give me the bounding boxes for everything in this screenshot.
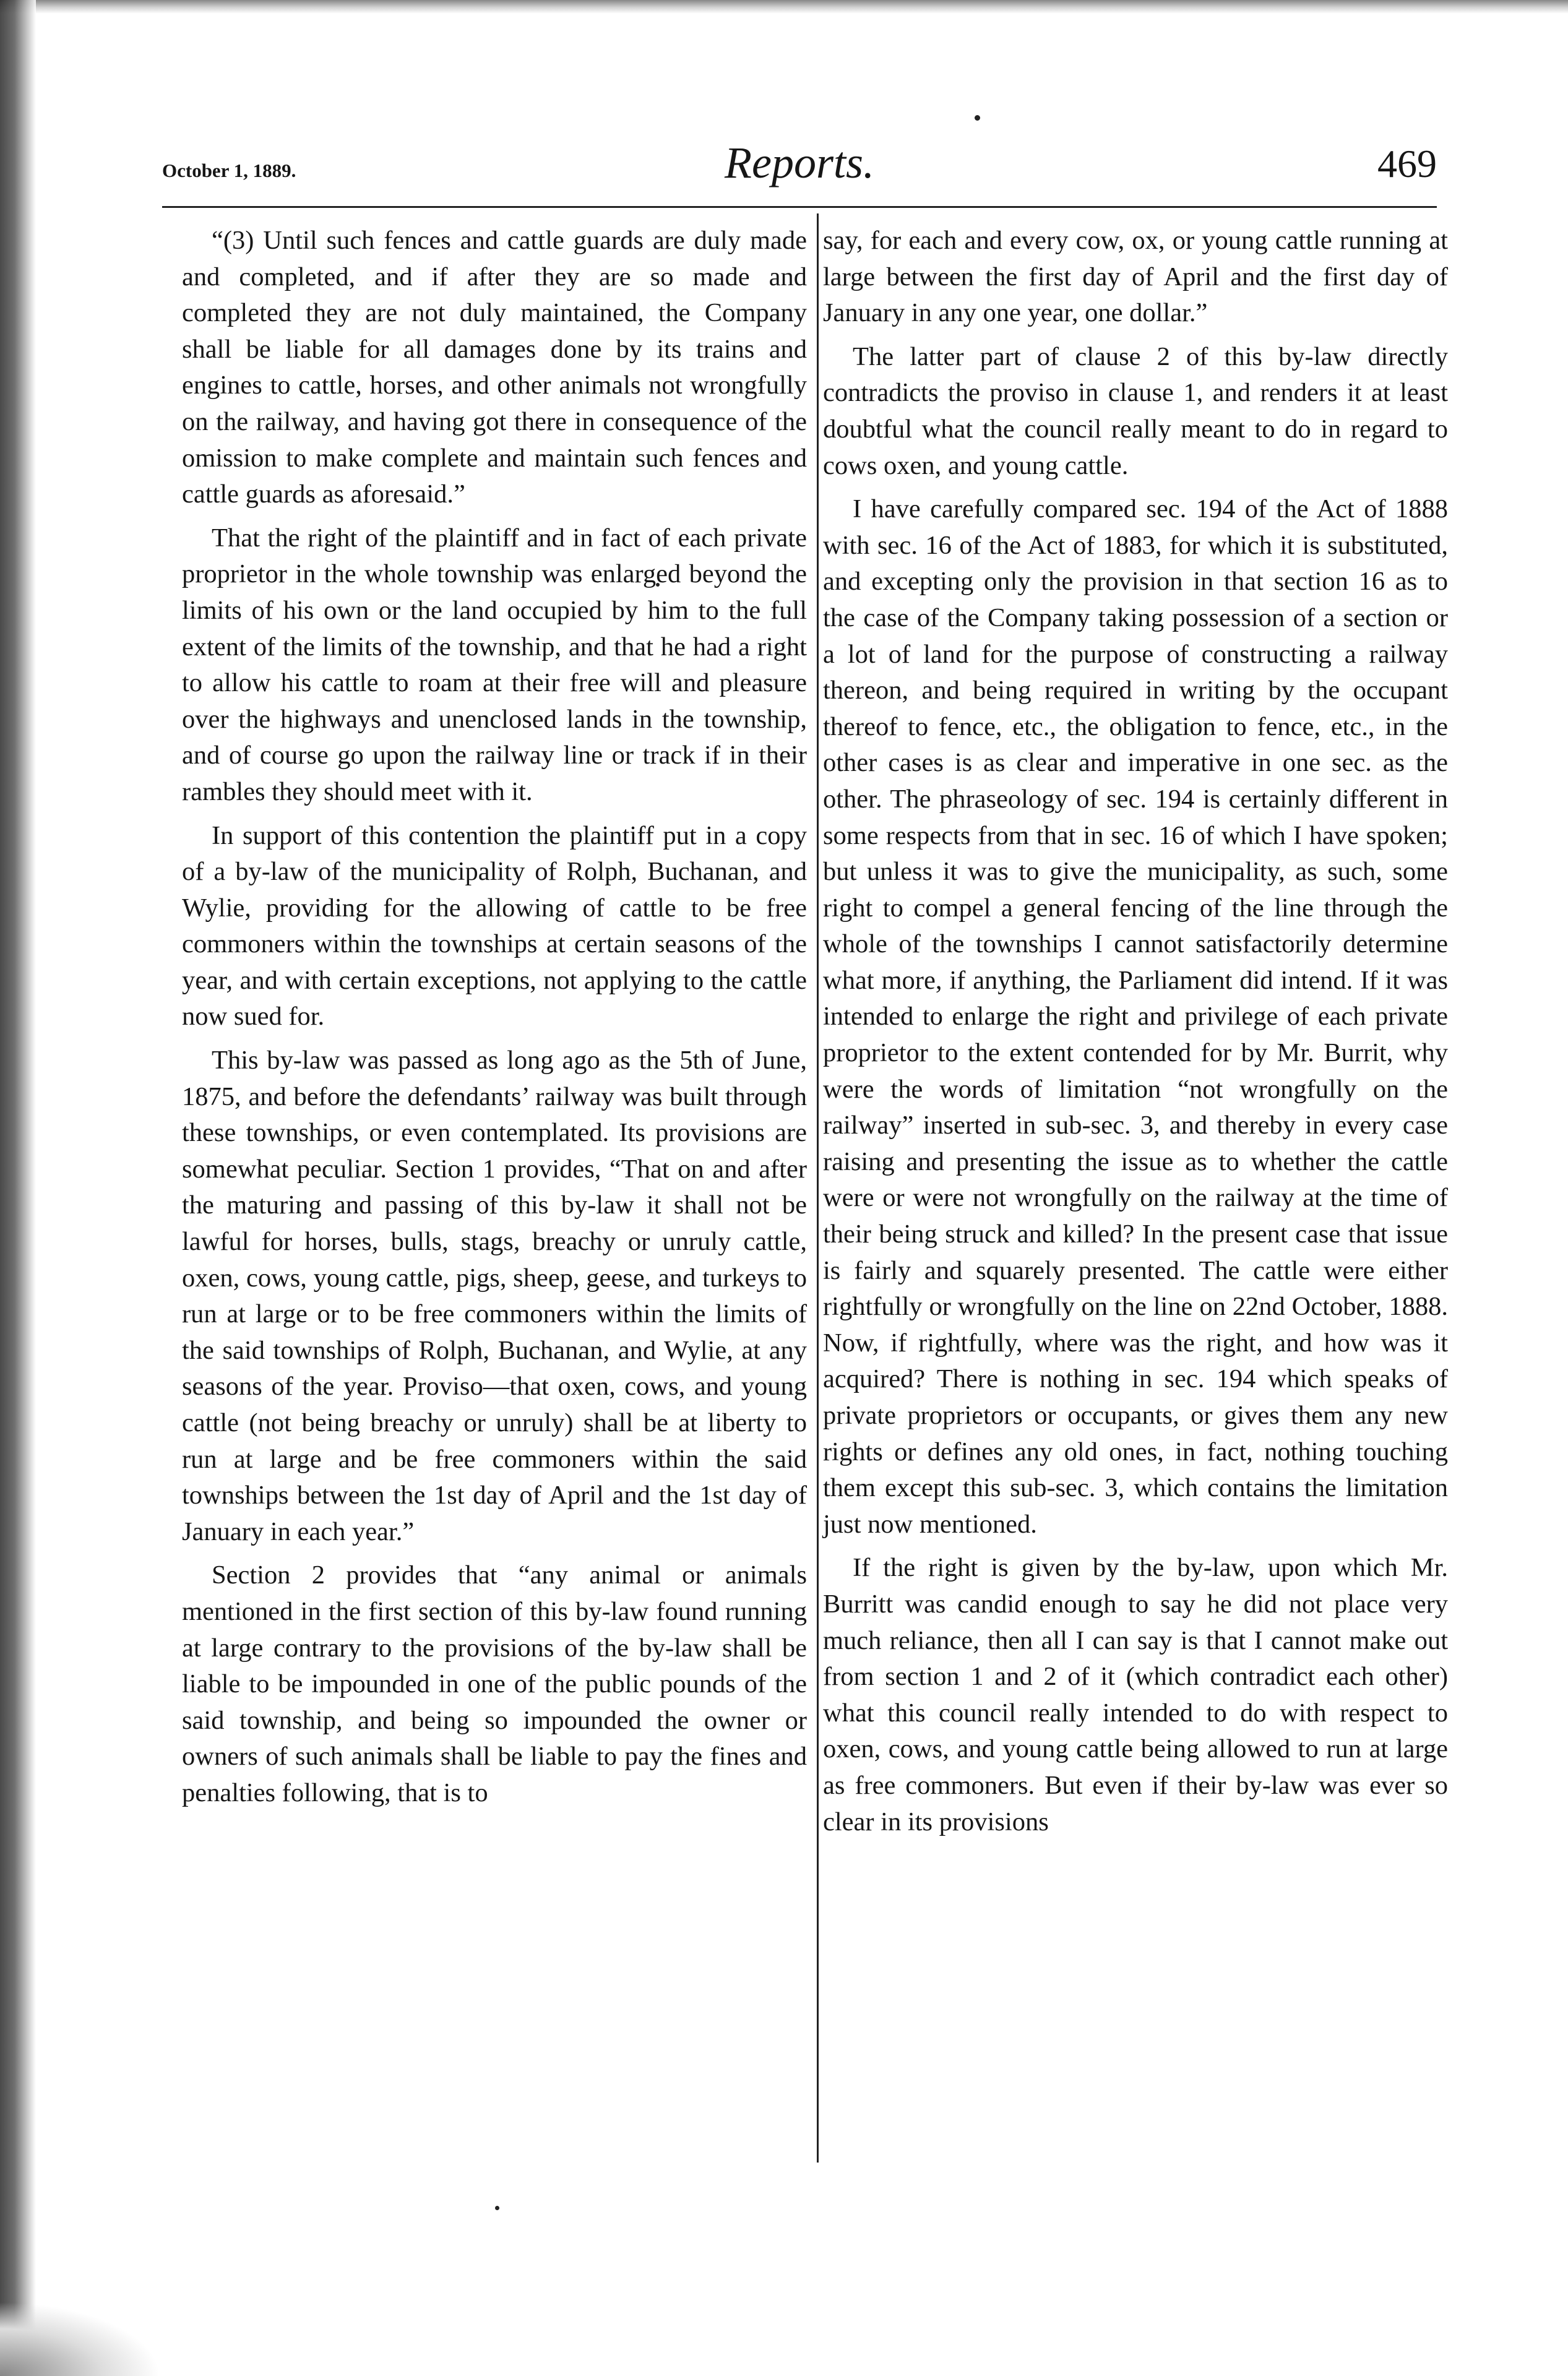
paragraph: That the right of the plaintiff and in fact of each private proprietor in the whole township was enlarged beyond the limits of his own or the land occupied by him to the full extent of the limits of the township, and that he had a right to allow his cattle to roam at their free will and pleasure over the highways and unenclosed lands in the township, and of course go upon the railway line or track if in their rambles they should meet with it.	[182, 523, 807, 806]
header-rule	[162, 206, 1437, 208]
paragraph: “(3) Until such fences and cattle guards are duly made and completed, and if after they are so made and completed they are not duly maintained, the Company shall be liable for all damages done by its trains and engines to cattle, horses, and other animals not wrongfully on the railway, and having got there in consequence of the omission to make complete and maintain such fences and cattle guards as aforesaid.”	[182, 226, 807, 509]
scan-shadow-bottom	[0, 2302, 161, 2376]
paragraph: This by-law was passed as long ago as the 5th of June, 1875, and before the defendants’ railway was built through these townships, or even contemplated. Its provisions are somewhat peculiar. Section 1 provides, “That on and after the maturing and passing of this by-law it shall not be lawful for horses, bulls, stags, breachy or unruly cattle, oxen, cows, young cattle, pigs, sheep, geese, and turkeys to run at large or to be free commoners within the limits of the said townships of Rolph, Buchanan, and Wylie, at any seasons of the year. Proviso—that oxen, cows, and young cattle (not being breachy or unruly) shall be at liberty to run at large and be free commoners within the said townships between the 1st day of April and the 1st day of January in each year.”	[182, 1046, 807, 1546]
paragraph-continued: say, for each and every cow, ox, or young cattle running at large between the first day of April and the first day of January in any one year, one dollar.”	[823, 226, 1448, 328]
ink-speck	[495, 2206, 499, 2210]
paragraph: I have carefully compared sec. 194 of the Act of 1888 with sec. 16 of the Act of 1883, for which it is substituted, and excepting only the provision in that section 16 as to the case of the Company taking possession of a section or a lot of land for the purpose of constructing a railway thereon, and being required in writing by the occupant thereof to fence, etc., the obligation to fence, etc., in the other cases is as clear and imperative in one sec. as the other. The phraseology of sec. 194 is certainly different in some respects from that in sec. 16 of which I have spoken; but unless it was to give the municipality, as such, some right to compel a general fencing of the line through the whole of the townships I cannot satisfactorily determine what more, if anything, the Parliament did intend. If it was intended to enlarge the right and privilege of each private proprietor to the extent contended for by Mr. Burrit, why were the words of limitation “not wrongfully on the railway” inserted in sub-sec. 3, and thereby in every case raising and presenting the issue as to whether the cattle were or were not wrongfully on the railway at the time of their being struck and killed? In the present case that issue is fairly and squarely presented. The cattle were either rightfully or wrongfully on the line on 22nd October, 1888. Now, if rightfully, where was the right, and how was it acquired? There is nothing in sec. 194 which speaks of private proprietors or occupants, or gives them any new rights or defines any old ones, in fact, nothing touching them except this sub-sec. 3, which contains the limitation just now mentioned.	[823, 494, 1448, 1539]
page-number: 469	[1377, 142, 1437, 186]
paragraph: In support of this contention the plaintiff put in a copy of a by-law of the municipality of Rolph, Buchanan, and Wylie, providing for the allowing of cattle to be free commoners within the townships at certain seasons of the year, and with certain exceptions, not applying to the cattle now sued for.	[182, 820, 807, 1031]
page-header	[162, 137, 1437, 205]
paragraph: If the right is given by the by-law, upon which Mr. Burritt was candid enough to say he did not place very much reliance, then all I can say is that I cannot make out from section 1 and 2 of it (which contradict each other) what this council really intended to do with respect to oxen, cows, and young cattle being allowed to run at large as free commoners. But even if their by-law was ever so clear in its provisions	[823, 1553, 1448, 1836]
scan-shadow-top	[0, 0, 1568, 14]
issue-date: October 1, 1889.	[162, 160, 296, 181]
paragraph: Section 2 provides that “any animal or animals mentioned in the first section of this by-law found running at large contrary to the provisions of the by-law shall be liable to be impounded in one of the public pounds of the said township, and being so impounded the owner or owners of such animals shall be liable to pay the fines and penalties following, that is to	[182, 1560, 807, 1807]
left-column	[182, 223, 807, 1819]
scan-shadow-left	[0, 0, 36, 2376]
column-divider	[817, 213, 819, 2163]
right-column	[823, 223, 1448, 1848]
paragraph: The latter part of clause 2 of this by-law directly contradicts the proviso in clause 1, and renders it at least doubtful what the council really meant to do in regard to cows oxen, and young cattle.	[823, 342, 1448, 480]
running-title: Reports.	[725, 138, 874, 187]
ink-speck	[975, 115, 980, 121]
